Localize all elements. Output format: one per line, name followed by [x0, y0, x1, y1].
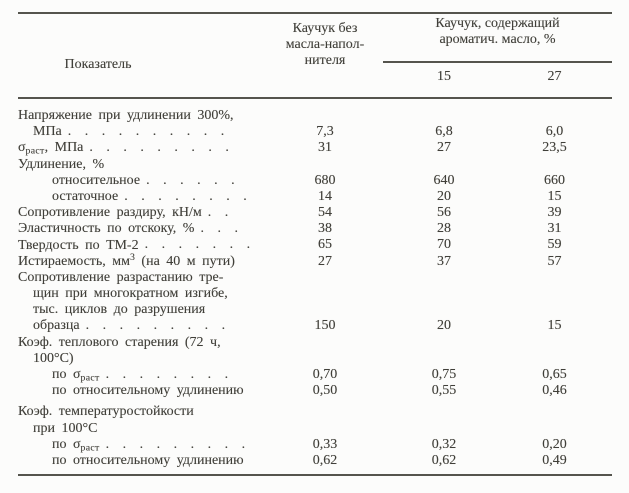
table-body: [0, 104, 629, 468]
row-label: Твердость по ТМ-2 . . . . . . .: [18, 237, 256, 253]
column-header-no-oil-line2: масла-напол-: [285, 37, 365, 52]
value-no-oil: 0,33: [312, 436, 338, 452]
value-oil-27: 31: [547, 221, 562, 237]
row-label: по относительному удлинению: [52, 383, 244, 399]
value-oil-27: 59: [547, 237, 562, 253]
dot-leader: . . . . . .: [146, 172, 240, 188]
value-no-oil: 7,3: [316, 124, 334, 140]
value-oil-27: 57: [547, 253, 562, 269]
value-oil-15: 0,75: [431, 366, 457, 382]
top-rule: [18, 12, 612, 14]
value-oil-27: 23,5: [542, 140, 567, 156]
column-header-no-oil-line3: нителя: [304, 53, 346, 68]
row-label: тыс. циклов до разрушения: [33, 302, 206, 318]
value-oil-15: 0,62: [431, 452, 457, 468]
value-oil-15: 70: [437, 237, 451, 253]
label-subscript: раст: [80, 442, 100, 454]
column-header-no-oil-line1: Каучук без: [292, 21, 358, 36]
dot-leader: . . . . . . . .: [124, 188, 252, 204]
value-oil-15: 0,55: [431, 383, 457, 399]
value-oil-15: 6,8: [435, 124, 453, 140]
table-row: [18, 169, 629, 188]
table-row: [18, 314, 629, 334]
value-no-oil: 54: [318, 205, 332, 221]
row-label: щин при многократном изгибе,: [33, 285, 228, 301]
value-oil-15: 20: [437, 318, 451, 334]
header-bottom-rule: [18, 97, 612, 99]
table-row: [18, 282, 629, 301]
value-oil-27: 15: [547, 188, 562, 204]
label-subscript: раст: [80, 372, 100, 384]
row-label: Удлинение, %: [18, 156, 105, 172]
row-label: Сопротивление раздиру, кН/м . .: [18, 205, 234, 221]
label-superscript: 3: [130, 251, 135, 263]
row-label: Коэф. теплового старения (72 ч,: [18, 334, 221, 350]
row-label: при 100°C: [33, 420, 98, 436]
row-label: по относительному удлинению: [52, 452, 244, 468]
value-no-oil: 150: [314, 318, 336, 334]
dot-leader: . . . . . . . . .: [85, 318, 231, 334]
row-label: $\sigma_{раст}$, МПа . . . . . . . . .: [18, 140, 234, 157]
table-row: [18, 363, 629, 384]
dot-leader: . .: [207, 205, 234, 221]
column-header-oil-group: [385, 16, 610, 48]
table-row: [18, 104, 629, 123]
value-oil-27: 15: [547, 318, 562, 334]
table-row: [18, 400, 629, 420]
row-label: относительное . . . . . .: [52, 172, 240, 188]
value-oil-27: 6,0: [545, 124, 564, 140]
dot-leader: . . . . . . .: [144, 237, 256, 253]
column-header-oil-group-line1: Каучук, содержащий: [435, 16, 560, 31]
value-oil-27: 39: [547, 205, 562, 221]
row-label: Истираемость, $мм^3$ (на 40 м пути): [18, 251, 235, 269]
value-oil-27: 0,65: [542, 366, 567, 382]
column-header-oil-group-line2: ароматич. масло, %: [439, 32, 556, 47]
row-label: Напряжение при удлинении 300%,: [18, 107, 234, 123]
row-label: Сопротивление разрастанию тре-: [18, 269, 224, 285]
dot-leader: . . . . . . . . .: [89, 140, 234, 156]
value-no-oil: 0,70: [312, 366, 338, 382]
value-no-oil: 65: [318, 237, 332, 253]
label-subscript: раст: [25, 146, 45, 157]
value-no-oil: 680: [314, 172, 336, 188]
value-oil-15: 640: [433, 172, 455, 188]
value-no-oil: 27: [318, 253, 332, 269]
row-label: МПа . . . . . . . . . .: [33, 124, 230, 140]
value-no-oil: 31: [318, 140, 332, 156]
value-oil-15: 28: [437, 221, 451, 237]
column-header-no-oil: [265, 21, 385, 69]
row-label: по $\sigma_{раст}$ . . . . . . . .: [52, 366, 234, 384]
table-row: [18, 120, 629, 140]
table-row: [18, 347, 629, 366]
table-row: [18, 298, 629, 318]
value-no-oil: 38: [318, 221, 332, 237]
value-no-oil: 0,62: [312, 452, 338, 468]
row-label: 100°C): [33, 350, 74, 366]
dot-leader: . . .: [200, 221, 243, 237]
column-header-indicator: Показатель: [64, 57, 132, 72]
value-oil-27: 660: [544, 172, 565, 188]
value-oil-15: 20: [437, 188, 451, 204]
value-no-oil: 0,50: [312, 383, 338, 399]
row-label: по $\sigma_{раст}$ . . . . . . . . .: [52, 436, 251, 454]
table-bottom-rule: [18, 474, 612, 476]
value-oil-27: 0,46: [542, 383, 567, 399]
row-label: Коэф. температуростойкости: [18, 404, 194, 420]
oil-group-underline-rule: [383, 61, 612, 63]
value-oil-15: 0,32: [431, 436, 457, 452]
dot-leader: . . . . . . . . . .: [67, 124, 230, 140]
value-oil-15: 37: [437, 253, 451, 269]
value-oil-15: 56: [437, 205, 451, 221]
column-header-oil-15: 15: [437, 69, 451, 84]
table-row: [18, 417, 629, 436]
row-label: образца . . . . . . . . .: [33, 318, 231, 334]
value-no-oil: 14: [318, 188, 332, 204]
dot-leader: . . . . . . . . .: [105, 436, 251, 452]
value-oil-27: 0,49: [542, 452, 567, 468]
table-row: [18, 433, 629, 454]
dot-leader: . . . . . . . .: [105, 366, 234, 382]
value-oil-15: 27: [437, 140, 451, 156]
row-label: остаточное . . . . . . . .: [52, 188, 252, 204]
value-oil-27: 0,20: [542, 436, 567, 452]
row-label: Эластичность по отскоку, % . . .: [18, 221, 243, 237]
column-header-oil-27: 27: [547, 69, 562, 84]
